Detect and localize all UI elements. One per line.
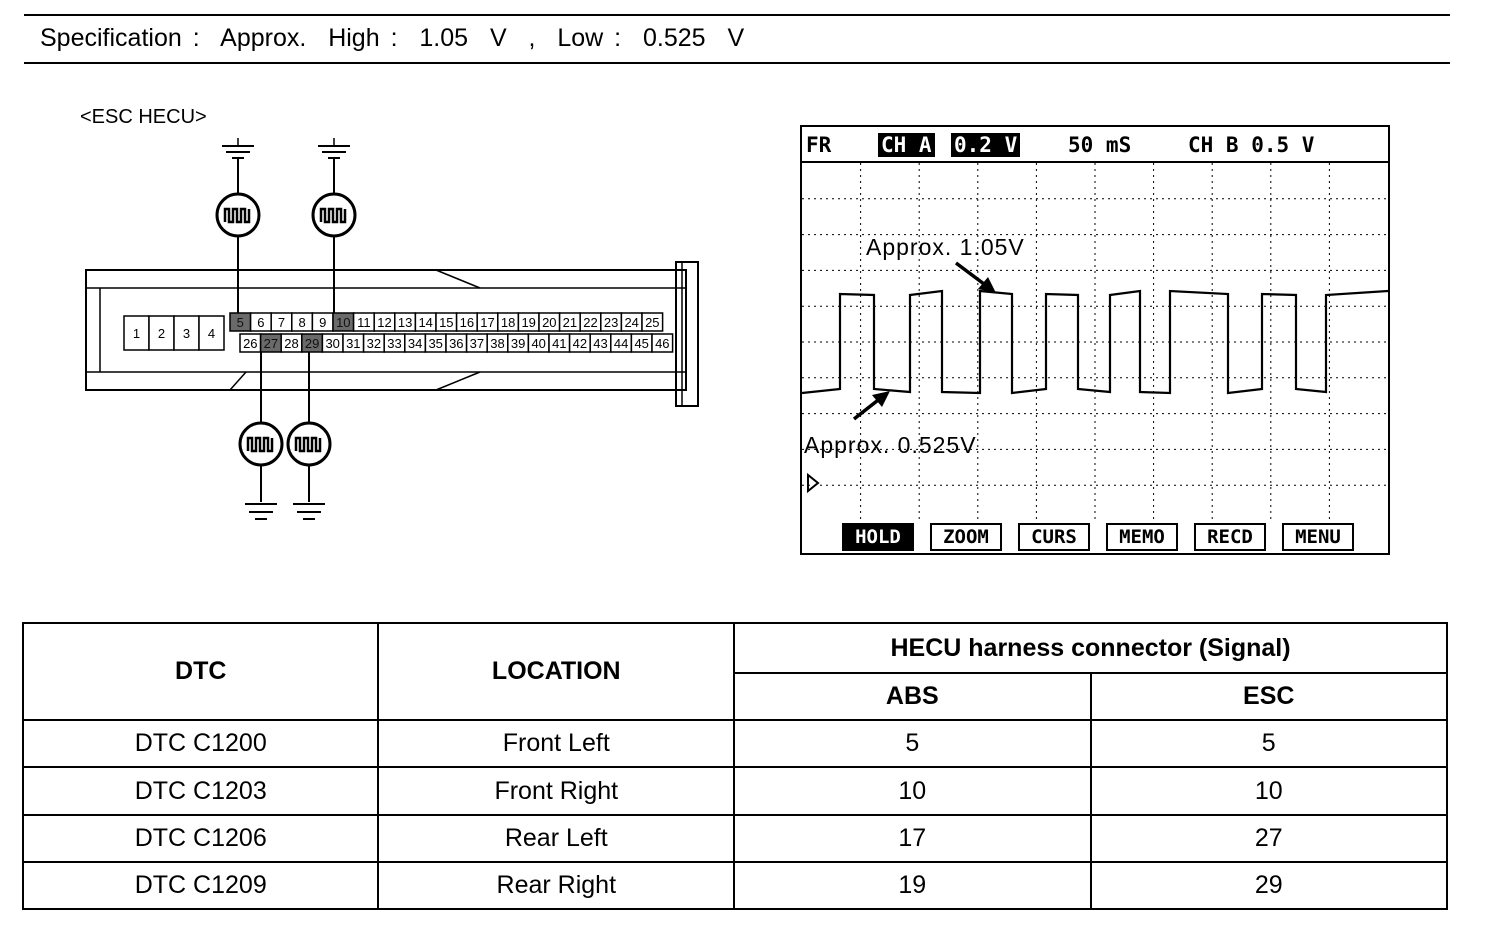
connector-pin-19 — [518, 313, 539, 331]
cell-dtc: DTC C1206 — [23, 815, 378, 862]
table-row — [23, 815, 1447, 862]
connector-pin-38 — [487, 334, 508, 352]
dtc-table — [22, 622, 1448, 910]
connector-pin-3 — [174, 316, 199, 350]
connector-pin-13 — [395, 313, 416, 331]
header-connector: HECU harness connector (Signal) — [734, 623, 1447, 673]
specification-text: Specification : Approx. High : 1.05 V , Low : 0.525 V — [40, 24, 745, 52]
svg-text:30: 30 — [325, 336, 340, 351]
connector-pin-22 — [580, 313, 601, 331]
arrow-high-icon — [956, 263, 996, 293]
connector-pin-6 — [251, 313, 272, 331]
connector-pin-4 — [199, 316, 224, 350]
specification-bar — [24, 14, 1450, 64]
svg-text:37: 37 — [469, 336, 485, 351]
svg-text:26: 26 — [243, 336, 258, 351]
svg-text:41: 41 — [552, 336, 567, 351]
header-abs: ABS — [734, 673, 1090, 720]
svg-text:24: 24 — [624, 315, 639, 330]
ground-symbol-2 — [318, 138, 350, 158]
svg-text:31: 31 — [346, 336, 361, 351]
svg-text:43: 43 — [593, 336, 608, 351]
scope-ch-a: CH A — [878, 133, 935, 157]
svg-text:4: 4 — [207, 326, 216, 341]
scope-time-base: 50 mS — [1068, 133, 1132, 157]
cell-abs: 17 — [734, 815, 1090, 862]
scope-ch-b: CH B 0.5 V — [1188, 133, 1315, 157]
cell-abs: 5 — [734, 720, 1090, 767]
connector-pin-31 — [343, 334, 364, 352]
connector-pin-8 — [292, 313, 313, 331]
connector-pin-25 — [642, 313, 663, 331]
scope-button-menu[interactable]: MENU — [1282, 523, 1354, 551]
svg-text:10: 10 — [336, 315, 351, 330]
cell-dtc: DTC C1200 — [23, 720, 378, 767]
svg-text:35: 35 — [428, 336, 443, 351]
cell-abs: 19 — [734, 862, 1090, 909]
connector-pin-41 — [549, 334, 570, 352]
scope-button-recd[interactable]: RECD — [1194, 523, 1266, 551]
scope-button-curs[interactable]: CURS — [1018, 523, 1090, 551]
ground-symbol-3 — [245, 504, 277, 519]
scope-button-bar — [802, 521, 1388, 553]
cell-esc: 10 — [1091, 767, 1447, 814]
connector-pin-17 — [477, 313, 498, 331]
connector-pin-21 — [560, 313, 581, 331]
svg-text:46: 46 — [655, 336, 670, 351]
connector-pin-23 — [601, 313, 622, 331]
svg-text:25: 25 — [645, 315, 660, 330]
cell-esc: 5 — [1091, 720, 1447, 767]
connector-pin-2 — [149, 316, 174, 350]
svg-text:40: 40 — [531, 336, 546, 351]
svg-text:27: 27 — [263, 336, 279, 351]
svg-text:1: 1 — [132, 326, 141, 341]
svg-text:21: 21 — [562, 315, 578, 330]
table-row — [23, 720, 1447, 767]
svg-text:9: 9 — [319, 315, 327, 330]
connector-pin-39 — [508, 334, 529, 352]
svg-text:15: 15 — [439, 315, 454, 330]
scope-button-zoom[interactable]: ZOOM — [930, 523, 1002, 551]
annotation-low: Approx. 0.525V — [804, 432, 977, 458]
connector-pin-40 — [528, 334, 549, 352]
connector-pin-43 — [590, 334, 611, 352]
connector-pin-35 — [425, 334, 446, 352]
connector-pin-18 — [498, 313, 519, 331]
scope-ch-a-scale: 0.2 V — [951, 133, 1020, 157]
svg-text:42: 42 — [572, 336, 588, 351]
connector-pin-33 — [384, 334, 405, 352]
header-dtc: DTC — [23, 623, 378, 720]
connector-pin-37 — [467, 334, 488, 352]
svg-text:20: 20 — [542, 315, 557, 330]
svg-text:6: 6 — [257, 315, 265, 330]
connector-pin-20 — [539, 313, 560, 331]
connector-pin-36 — [446, 334, 467, 352]
table-row — [23, 862, 1447, 909]
svg-text:19: 19 — [521, 315, 536, 330]
oscilloscope — [800, 125, 1390, 555]
connector-pin-30 — [322, 334, 343, 352]
scope-header — [802, 127, 1388, 163]
connector-pin-46 — [652, 334, 673, 352]
connector-pin-45 — [631, 334, 652, 352]
svg-text:2: 2 — [157, 326, 166, 341]
svg-text:14: 14 — [418, 315, 433, 330]
connector-pin-11 — [354, 313, 375, 331]
svg-text:17: 17 — [480, 315, 495, 330]
svg-text:16: 16 — [459, 315, 475, 330]
ecu-label: <ESC HECU> — [80, 106, 207, 128]
svg-text:39: 39 — [510, 336, 526, 351]
svg-text:7: 7 — [277, 315, 286, 330]
connector-pin-10 — [333, 313, 354, 331]
ground-symbol-1 — [222, 138, 254, 158]
cell-location: Rear Right — [378, 862, 734, 909]
cell-location: Front Left — [378, 720, 734, 767]
svg-text:11: 11 — [357, 315, 371, 330]
connector-pin-27 — [261, 334, 282, 352]
svg-text:36: 36 — [449, 336, 464, 351]
trigger-marker-icon — [808, 475, 818, 491]
svg-text:5: 5 — [236, 315, 244, 330]
connector-pin-28 — [281, 334, 302, 352]
connector-pin-24 — [621, 313, 642, 331]
svg-text:18: 18 — [500, 315, 516, 330]
svg-text:33: 33 — [387, 336, 402, 351]
svg-text:3: 3 — [182, 326, 191, 341]
scope-fr-label: FR — [806, 133, 832, 157]
cell-location: Rear Left — [378, 815, 734, 862]
connector-pin-7 — [271, 313, 292, 331]
wiring-diagram — [60, 120, 720, 540]
table-row — [23, 767, 1447, 814]
cell-esc: 27 — [1091, 815, 1447, 862]
connector-pin-1 — [124, 316, 149, 350]
connector-pin-16 — [457, 313, 478, 331]
svg-text:23: 23 — [603, 315, 619, 330]
svg-text:13: 13 — [397, 315, 413, 330]
connector-pin-44 — [611, 334, 632, 352]
svg-text:32: 32 — [366, 336, 382, 351]
header-esc: ESC — [1091, 673, 1447, 720]
svg-text:12: 12 — [377, 315, 392, 330]
cell-location: Front Right — [378, 767, 734, 814]
connector-pin-12 — [374, 313, 395, 331]
scope-screen — [802, 163, 1388, 521]
scope-button-memo[interactable]: MEMO — [1106, 523, 1178, 551]
svg-text:44: 44 — [613, 336, 629, 351]
connector-pin-14 — [415, 313, 436, 331]
svg-text:29: 29 — [304, 336, 320, 351]
header-location: LOCATION — [378, 623, 734, 720]
cell-dtc: DTC C1209 — [23, 862, 378, 909]
connector-pin-29 — [302, 334, 323, 352]
svg-text:28: 28 — [284, 336, 299, 351]
connector-pin-5 — [230, 313, 251, 331]
connector-pin-9 — [312, 313, 333, 331]
annotation-high: Approx. 1.05V — [866, 234, 1025, 260]
scope-button-hold[interactable]: HOLD — [842, 523, 914, 551]
cell-abs: 10 — [734, 767, 1090, 814]
connector-pin-42 — [570, 334, 591, 352]
connector-pin-32 — [364, 334, 385, 352]
connector-pin-26 — [240, 334, 261, 352]
arrow-low-icon — [854, 391, 890, 419]
connector-pin-34 — [405, 334, 426, 352]
svg-text:22: 22 — [583, 315, 598, 330]
svg-text:38: 38 — [490, 336, 505, 351]
connector-pin-15 — [436, 313, 457, 331]
svg-text:34: 34 — [407, 336, 423, 351]
cell-dtc: DTC C1203 — [23, 767, 378, 814]
cell-esc: 29 — [1091, 862, 1447, 909]
svg-text:8: 8 — [298, 315, 306, 330]
ground-symbol-4 — [293, 504, 325, 519]
svg-text:45: 45 — [634, 336, 649, 351]
